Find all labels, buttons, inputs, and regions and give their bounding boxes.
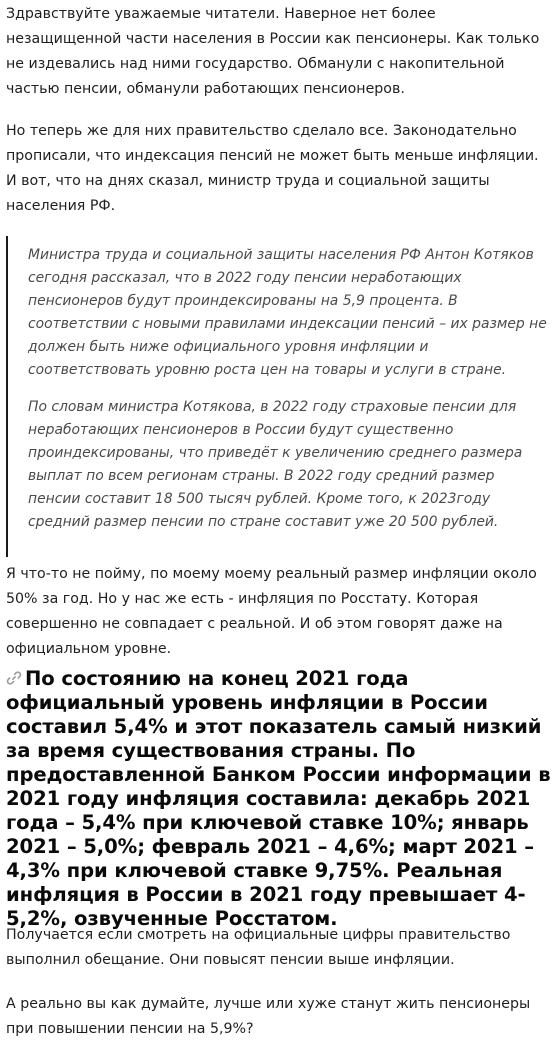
paragraph-government: Но теперь же для них правительство сделало все. Законодательно прописали, что индексация пенсий не может быть меньше инфляции. И вот, что на днях сказал, министр труда и социальной защиты населения РФ. <box>6 123 539 214</box>
link-icon[interactable] <box>6 668 22 684</box>
quote-paragraph-pension-size: По словам министра Котякова, в 2022 году страховые пенсии для неработающих пенсионеров в России будут существенно проиндексированы, что приведёт к увеличению среднего размера выплат по всем регионам страны. В 2022 году средний размер пенсии составит 18 500 тысяч рублей. Кроме того, к 2023году средний размер пенсии по стране составит уже 20 500 рублей. <box>28 399 523 530</box>
inflation-heading-text: По состоянию на конец 2021 года официальный уровень инфляции в России составил 5,4% и этот показатель самый низкий за время существования страны. По предоставленной Банком России информации в 2021 году инфляция составила: декабрь 2021 года – 5,4% при ключевой ставке 10%; январь 2021 – 5,0%; февраль 2021 – 4,6%; март 2021 – 4,3% при ключевой ставке 9,75%. Реальная инфляция в России в 2021 году превышает 4-5,2%, озвученные Росстатом. <box>6 667 551 930</box>
paragraph-question: А реально вы как думайте, лучше или хуже станут жить пенсионеры при повышении пенсии на 5,9%? <box>6 996 531 1037</box>
paragraph-intro: Здравствуйте уважаемые читатели. Наверное нет более незащищенной части населения в России как пенсионеры. Как только не издевались над ними государство. Обманули с накопительной частью пенсии, обманули работающих пенсионеров. <box>6 6 540 97</box>
blockquote <box>6 236 548 557</box>
paragraph-real-inflation: Я что-то не пойму, по моему моему реальный размер инфляции около 50% за год. Но у нас же есть - инфляция по Росстату. Которая совершенно не совпадает с реальной. И об этом говорят даже на официальном уровне. <box>6 566 537 657</box>
quote-paragraph-minister: Министра труда и социальной защиты населения РФ Антон Котяков сегодня рассказал, что в 2022 году пенсии неработающих пенсионеров будут проиндексированы на 5,9 процента. В соответствии с новыми правилами индексации пенсий – их размер не должен быть ниже официального уровня инфляции и соответствовать уровню роста цен на товары и услуги в стране. <box>28 247 547 378</box>
paragraph-conclusion: Получается если смотреть на официальные цифры правительство выполнил обещание. Они повысят пенсии выше инфляции. <box>6 927 511 968</box>
inflation-heading <box>6 667 552 931</box>
